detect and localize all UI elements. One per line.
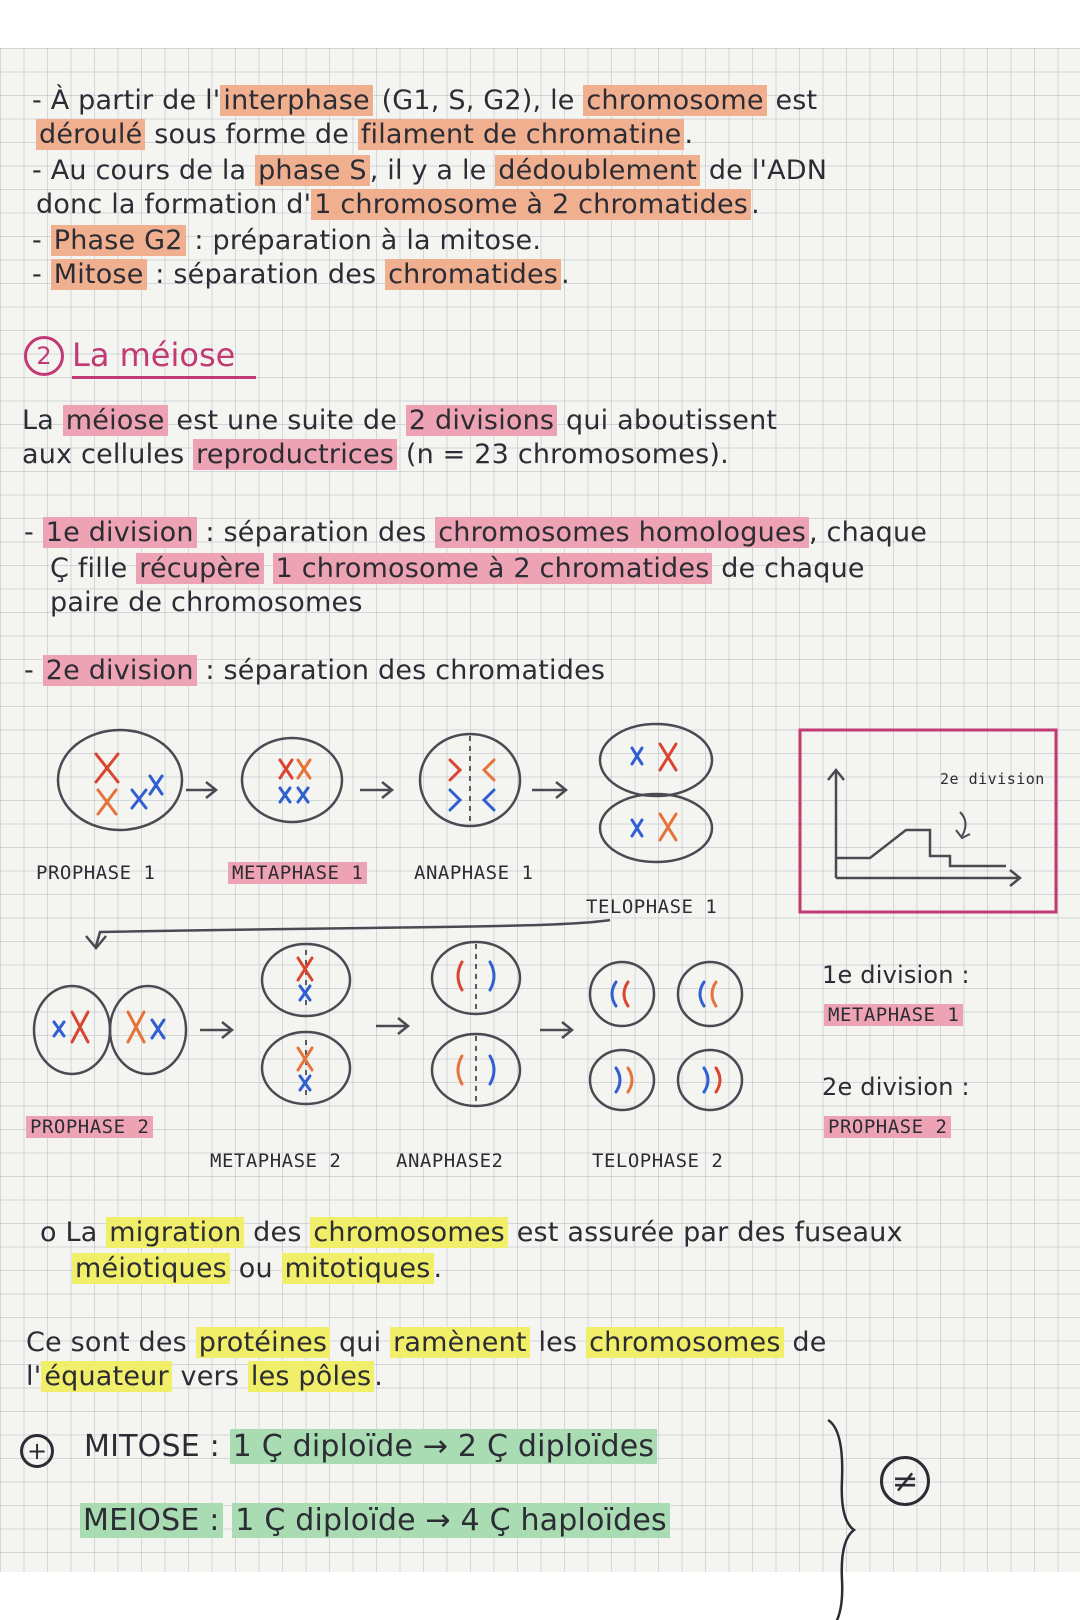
arrow-icon xyxy=(186,782,216,798)
arrow-icon xyxy=(540,1022,572,1038)
text-division1-b: Ç fille récupère 1 chromosome à 2 chromatides de chaque xyxy=(50,553,865,584)
cell-telophase2-d xyxy=(678,1050,742,1110)
text-proteines-1: Ce sont des protéines qui ramènent les chromosomes de xyxy=(26,1327,827,1358)
label-metaphase1: METAPHASE 1 xyxy=(228,862,367,884)
side-note-division2-value: PROPHASE 2 xyxy=(824,1116,951,1138)
return-arrow-icon xyxy=(86,920,610,948)
section-title: La méiose xyxy=(72,336,236,374)
arrow-icon xyxy=(360,782,392,798)
text-line-phase-g2: - Phase G2 : préparation à la mitose. xyxy=(32,225,542,256)
label-telophase1: TELOPHASE 1 xyxy=(586,896,718,918)
summary-mitose: MITOSE : 1 Ç diploïde → 2 Ç diploïdes xyxy=(84,1430,657,1464)
cell-metaphase1 xyxy=(242,738,342,822)
not-equal-circle-icon: ≠ xyxy=(880,1456,930,1506)
side-note-division1-value: METAPHASE 1 xyxy=(824,1004,963,1026)
label-anaphase1: ANAPHASE 1 xyxy=(414,862,534,884)
side-note-division2-title: 2e division : xyxy=(822,1073,970,1101)
text-line-interphase: - À partir de l' interphase (G1, S, G2), le chromosome est xyxy=(32,85,818,116)
cell-telophase1-bottom xyxy=(600,794,712,862)
label-prophase2: PROPHASE 2 xyxy=(26,1116,153,1138)
text-migration-1: o La migration des chromosomes est assurée par des fuseaux xyxy=(40,1217,903,1248)
text-division1-a: - 1e division : séparation des chromosomes homologues , chaque xyxy=(24,517,928,548)
cell-prophase2-b xyxy=(110,986,186,1074)
side-note-division1-title: 1e division : xyxy=(822,961,970,989)
label-telophase2: TELOPHASE 2 xyxy=(592,1150,724,1172)
cell-prophase2-a xyxy=(34,986,110,1074)
text-division1-c: paire de chromosomes xyxy=(50,587,363,618)
text-proteines-2: l' équateur vers les pôles . xyxy=(26,1361,384,1392)
arrow-icon xyxy=(376,1018,408,1034)
cell-prophase1 xyxy=(58,730,182,830)
summary-meiose: MEIOSE : 1 Ç diploïde → 4 Ç haploïdes xyxy=(80,1504,670,1538)
plus-circle-icon: + xyxy=(20,1434,54,1468)
text-line-phase-s: - Au cours de la phase S , il y a le dédoublement de l'ADN xyxy=(32,155,828,186)
cell-telophase1-top xyxy=(600,724,712,796)
text-line-chromatine: déroulé sous forme de filament de chromatine . xyxy=(36,118,693,152)
label-metaphase2: METAPHASE 2 xyxy=(210,1150,342,1172)
arrow-icon xyxy=(532,782,566,798)
label-anaphase2: ANAPHASE2 xyxy=(396,1150,504,1172)
text-migration-2: méiotiques ou mitotiques . xyxy=(72,1252,442,1286)
text-line-mitose: - Mitose : séparation des chromatides . xyxy=(32,259,570,290)
cell-telophase2-c xyxy=(590,1050,654,1110)
text-division2: - 2e division : séparation des chromatides xyxy=(24,655,606,686)
text-line-formation: donc la formation d' 1 chromosome à 2 chromatides . xyxy=(36,189,760,220)
section-number-badge: 2 xyxy=(24,336,64,376)
cell-telophase2-a xyxy=(590,962,654,1026)
cell-telophase2-b xyxy=(678,962,742,1026)
label-prophase1: PROPHASE 1 xyxy=(36,862,156,884)
text-meiose-intro-1: La méiose est une suite de 2 divisions qui aboutissent xyxy=(22,405,778,436)
text-meiose-intro-2: aux cellules reproductrices (n = 23 chromosomes). xyxy=(22,439,729,470)
graph-label: 2e division xyxy=(940,770,1045,788)
arrow-icon xyxy=(200,1022,232,1038)
dna-graph-frame xyxy=(800,730,1056,912)
